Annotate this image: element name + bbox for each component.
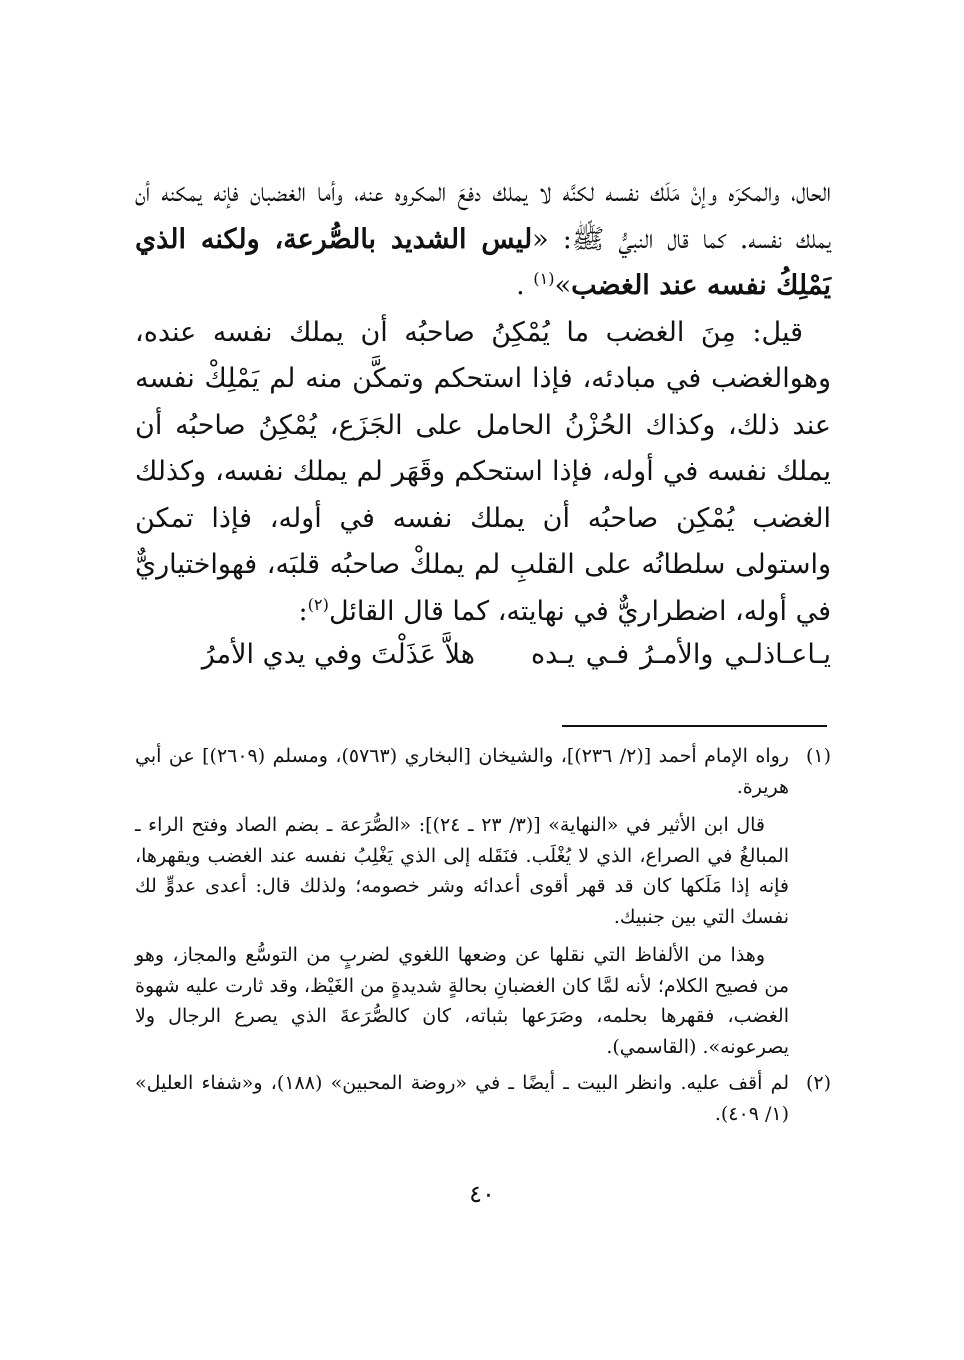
- footnote-1-text: رواه الإمام أحمد [(٢/ ٢٣٦)]، والشيخان [البخاري (٥٧٦٣)، ومسلم (٢٦٠٩)] عن أبي هريرة.: [135, 745, 789, 798]
- paragraph-1: [135, 170, 831, 310]
- footnote-ref-2: (٢): [307, 594, 329, 614]
- main-text: [135, 170, 831, 635]
- paragraph-1-end: .: [516, 270, 534, 301]
- footnote-1: [135, 741, 831, 1062]
- page-number: ٤٠: [469, 1180, 495, 1208]
- footnote-separator: [562, 725, 827, 727]
- footnote-1-commentary-2: وهذا من الألفاظ التي نقلها عن وضعها اللغوي لضربٍ من التوسُّع والمجاز، وهو من فصيح الكلام؛ لأنه لمَّا كان الغضبانِ بحالةٍ شديدةٍ من الغَيْظ، وقد ثارت عليه شهوة الغضب، فقهرها بحلمه، وصَرَعها بثباته، كان كالصُّرَعةَ الذي يصرع الرجال ولا يصرعونه». (القاسمي).: [135, 944, 789, 1058]
- quote-close: »: [554, 270, 572, 301]
- paragraph-1-text: الحال، والمكرَه وإنْ مَلَك نفسه لكنَّه لا يملك دفعَ المكروه عنه، وأما الغضبان فإنه يمكنه أن يملك نفسه. كما قال النبيُّ ﷺ: «: [135, 177, 831, 255]
- footnotes: [135, 741, 831, 1129]
- verse-hemistich-1: يـاعـاذلـي والأمـرُ فـي يـده: [531, 639, 831, 670]
- footnote-1-commentary-1: قال ابن الأثير في «النهاية» [(٣/ ٢٣ ـ ٢٤)]: «الصُّرَعة ـ بضم الصاد وفتح الراء ـ المبالغُ في الصراع، الذي لا يُغْلَب. فنَقَله إلى الذي يَغْلِبُ نفسه عند الغضب ويقهرها، فإنه إذا مَلَكها كان قد قهر أقوى أعدائه وشر خصومه؛ ولذلك قال: أعدى عدوٍّ لك نفسك التي بين جنبيك.: [135, 814, 789, 928]
- footnote-1-number: (١): [805, 745, 831, 767]
- footnote-2: [135, 1068, 831, 1129]
- poetry-verse: [135, 632, 831, 678]
- paragraph-2-text: قيل: مِنَ الغضب ما يُمْكِنُ صاحبُه أن يملك نفسه عنده، وهوالغضب في مبادئه، فإذا استحكم وتمكَّن منه لم يَمْلِكْ نفسه عند ذلك، وكذاك الحُزْنُ الحامل على الجَزَع، يُمْكِنُ صاحبُه أن يملك نفسه في أوله، فإذا استحكم وقَهَر لم يملك نفسه، وكذلك الغضب يُمْكِن صاحبُه أن يملك نفسه في أوله، فإذا تمكن واستولى سلطانُه على القلبِ لم يملكْ صاحبُه قلبَه، فهواختياريٌّ في أوله، اضطراريٌّ في نهايته، كما قال القائل: [135, 316, 831, 627]
- hadith-quote: ليس الشديد بالصُّرعة، ولكنه الذي يَمْلِكُ نفسه عند الغضب: [135, 223, 831, 301]
- footnote-2-number: (٢): [805, 1072, 831, 1094]
- paragraph-2: [135, 310, 831, 636]
- footnote-2-text: لم أقف عليه. وانظر البيت ـ أيضًا ـ في «روضة المحبين» (١٨٨)، و«شفاء العليل» (١/ ٤٠٩).: [135, 1072, 790, 1125]
- verse-hemistich-2: هلاَّ عَذَلْتَ وفي يدي الأمرُ: [201, 639, 475, 670]
- paragraph-2-end: :: [298, 595, 308, 627]
- footnote-ref-1: (١): [533, 269, 555, 288]
